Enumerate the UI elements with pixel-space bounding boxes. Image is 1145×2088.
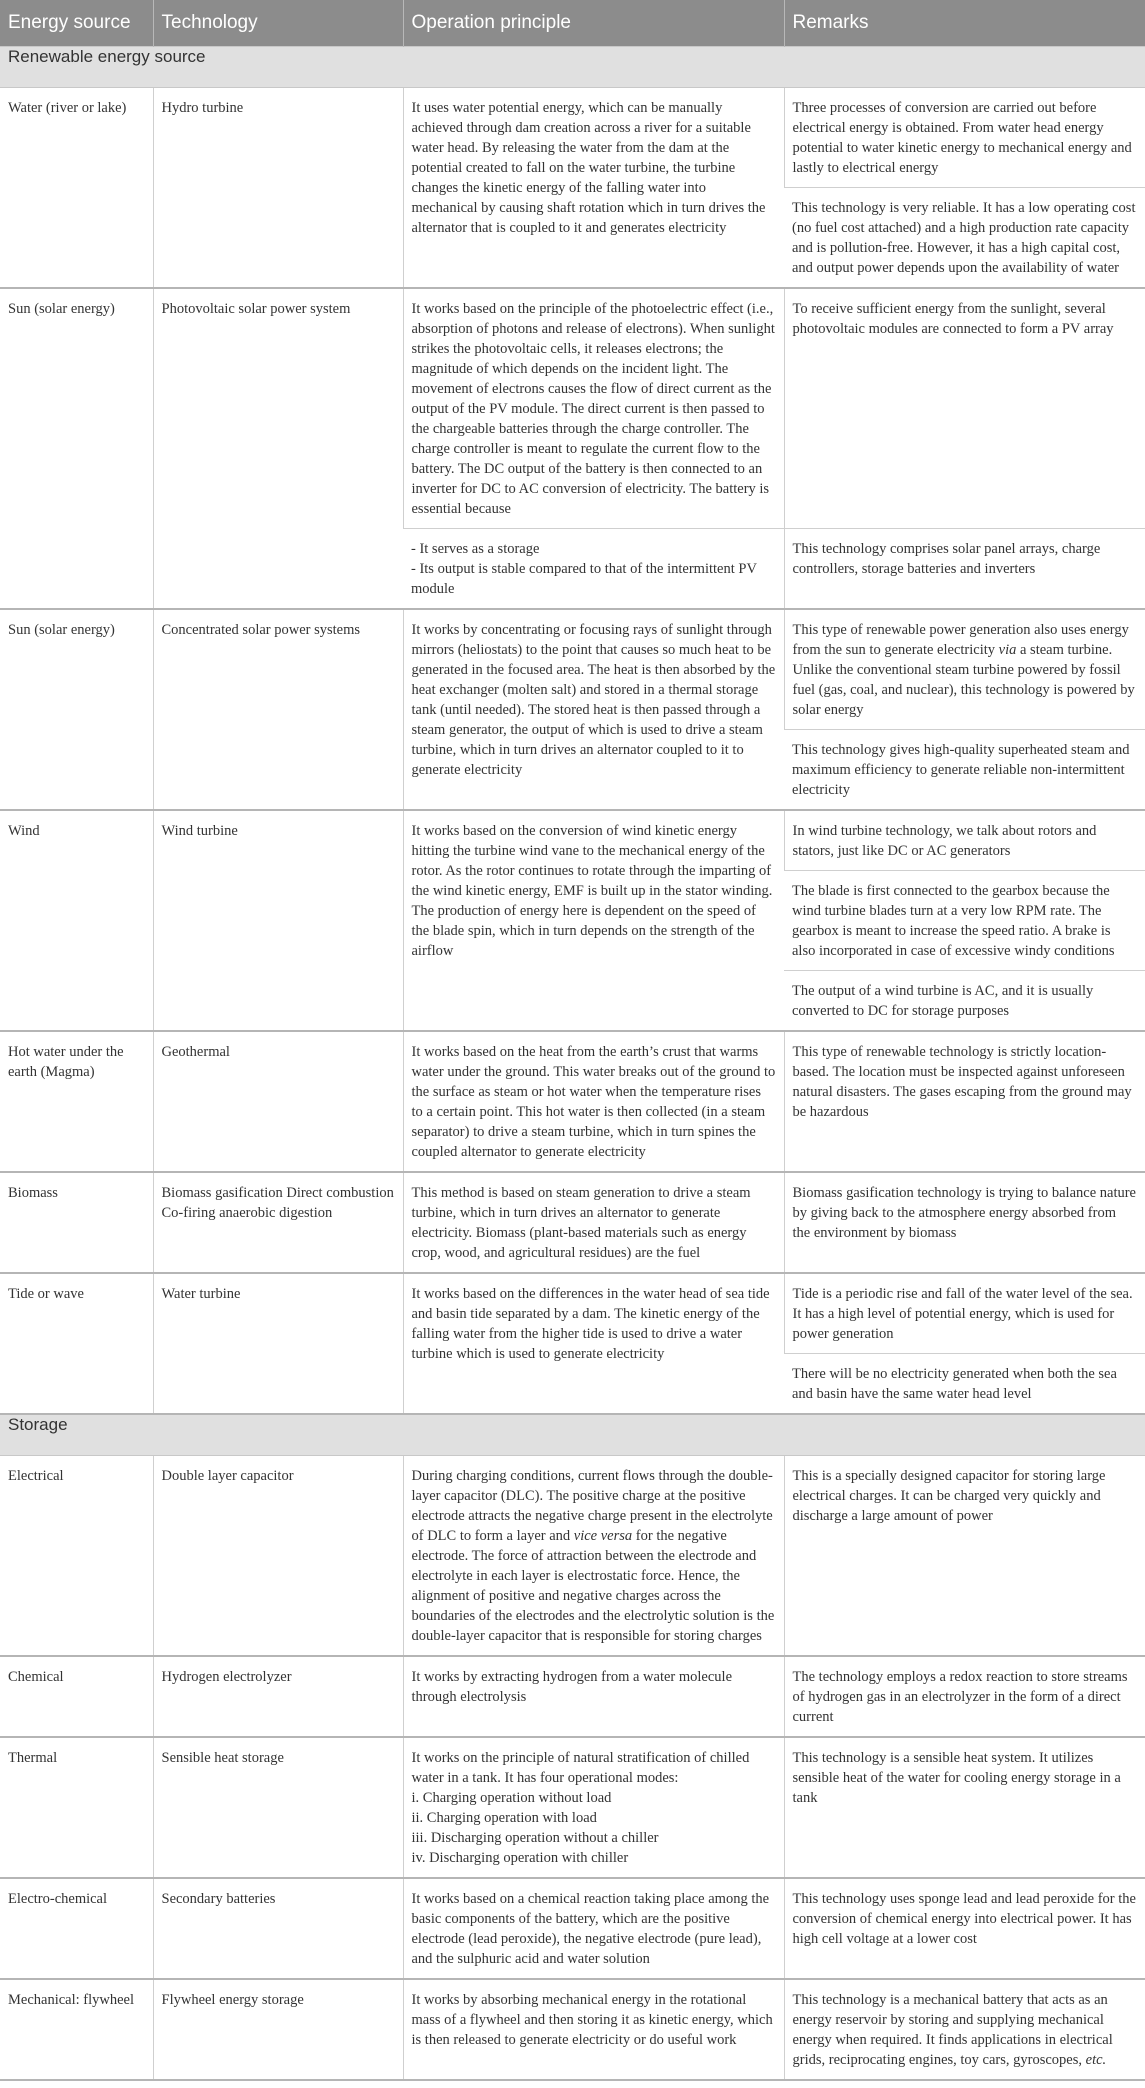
table-row <box>0 1172 1145 1273</box>
cell-energy-source: Sun (solar energy) <box>0 288 153 609</box>
cell-remarks: This technology is a mechanical battery that acts as an energy reservoir by storing and supplying mechanical energy when required. It finds applications in electrical grids, reciprocating engines, toy cars, gyroscopes, etc. <box>784 1979 1145 2080</box>
cell-operation-principle: It works by extracting hydrogen from a water molecule through electrolysis <box>403 1656 784 1737</box>
cell-energy-source: Wind <box>0 810 153 1031</box>
section-title: Renewable energy source <box>0 47 1145 88</box>
cell-technology: Biomass gasification Direct combustion Co-firing anaerobic digestion <box>153 1172 403 1273</box>
cell-remarks: The output of a wind turbine is AC, and it is usually converted to DC for storage purposes <box>784 971 1145 1032</box>
cell-operation-principle: This method is based on steam generation to drive a steam turbine, which in turn drives an alternator to generate electricity. Biomass (plant-based materials such as energy crop, wood, and agricultural residues) are the fuel <box>403 1172 784 1273</box>
cell-operation-principle: It works based on a chemical reaction taking place among the basic components of the battery, which are the positive electrode (lead peroxide), the negative electrode (pure lead), and the sulphuric acid and water solution <box>403 1878 784 1979</box>
header-operation-principle: Operation principle <box>403 0 784 47</box>
cell-technology: Photovoltaic solar power system <box>153 288 403 609</box>
cell-technology: Sensible heat storage <box>153 1737 403 1878</box>
table-row <box>0 1031 1145 1172</box>
cell-operation-principle: It works on the principle of natural stratification of chilled water in a tank. It has four operational modes: i. Charging operation without load ii. Charging operation with load iii. Discharging operation without a chiller iv. Discharging operation with chiller <box>403 1737 784 1878</box>
table-row <box>0 810 1145 871</box>
cell-remarks: The technology employs a redox reaction to store streams of hydrogen gas in an electrolyzer in the form of a direct current <box>784 1656 1145 1737</box>
cell-energy-source: Biomass <box>0 1172 153 1273</box>
cell-operation-principle: It works based on the differences in the water head of sea tide and basin tide separated by a dam. The kinetic energy of the falling water from the higher tide is used to drive a water turbine which is used to generate electricity <box>403 1273 784 1414</box>
table-row <box>0 1878 1145 1979</box>
cell-energy-source: Thermal <box>0 1737 153 1878</box>
cell-technology: Secondary batteries <box>153 1878 403 1979</box>
cell-remarks: This technology comprises solar panel arrays, charge controllers, storage batteries and inverters <box>784 529 1145 610</box>
cell-energy-source: Water (river or lake) <box>0 88 153 289</box>
table-row <box>0 1737 1145 1878</box>
section-row <box>0 47 1145 88</box>
cell-remarks: This is a specially designed capacitor for storing large electrical charges. It can be charged very quickly and discharge a large amount of power <box>784 1456 1145 1657</box>
cell-energy-source: Electrical <box>0 1456 153 1657</box>
cell-energy-source: Tide or wave <box>0 1273 153 1414</box>
cell-energy-source: Chemical <box>0 1656 153 1737</box>
table-row <box>0 288 1145 529</box>
cell-remarks: This type of renewable power generation also uses energy from the sun to generate electricity via a steam turbine. Unlike the conventional steam turbine powered by fossil fuel (gas, coal, and nuclear), this technology is powered by solar energy <box>784 609 1145 730</box>
cell-technology: Concentrated solar power systems <box>153 609 403 810</box>
table-row <box>0 1273 1145 1354</box>
cell-technology: Wind turbine <box>153 810 403 1031</box>
cell-remarks: Biomass gasification technology is trying to balance nature by giving back to the atmosphere energy absorbed from the environment by biomass <box>784 1172 1145 1273</box>
cell-operation-principle: It works based on the principle of the photoelectric effect (i.e., absorption of photons and release of electrons). When sunlight strikes the photovoltaic cells, it releases electrons; the magnitude of which depends on the incident light. The movement of electrons causes the flow of direct current as the output of the PV module. The direct current is then passed to the chargeable batteries through the charge controller. The charge controller is meant to regulate the current flow to the battery. The DC output of the battery is then connected to an inverter for DC to AC conversion of electricity. The battery is essential because <box>403 288 784 529</box>
cell-operation-principle: It works based on the conversion of wind kinetic energy hitting the turbine wind vane to the mechanical energy of the rotor. As the rotor continues to rotate through the imparting of the wind kinetic energy, EMF is built up in the stator winding. The production of energy here is dependent on the speed of the blade spin, which in turn depends on the strength of the airflow <box>403 810 784 1031</box>
cell-operation-principle: It works by concentrating or focusing rays of sunlight through mirrors (heliostats) to the point that causes so much heat to be generated in the focused area. The heat is then absorbed by the heat exchanger (molten salt) and stored in a thermal storage tank (until needed). The stored heat is then passed through a steam generator, the output of which is used to drive a steam turbine, which in turn drives an alternator coupled to it to generate electricity <box>403 609 784 810</box>
header-remarks: Remarks <box>784 0 1145 47</box>
cell-energy-source: Electro-chemical <box>0 1878 153 1979</box>
cell-technology: Hydro turbine <box>153 88 403 289</box>
cell-technology: Hydrogen electrolyzer <box>153 1656 403 1737</box>
cell-technology: Double layer capacitor <box>153 1456 403 1657</box>
cell-operation-principle: It works based on the heat from the earth’s crust that warms water under the ground. This water breaks out of the ground to the surface as steam or hot water when the temperature rises to a certain point. This hot water is then collected (in a steam separator) to drive a steam turbine, which in turn spines the coupled alternator to generate electricity <box>403 1031 784 1172</box>
cell-technology: Water turbine <box>153 1273 403 1414</box>
cell-remarks: Three processes of conversion are carried out before electrical energy is obtained. From water head energy potential to water kinetic energy to mechanical energy and lastly to electrical energy <box>784 88 1145 188</box>
cell-energy-source: Mechanical: flywheel <box>0 1979 153 2080</box>
table-row <box>0 88 1145 188</box>
cell-operation-principle: - It serves as a storage - Its output is stable compared to that of the intermittent PV module <box>403 529 784 610</box>
header-energy-source: Energy source <box>0 0 153 47</box>
cell-technology: Geothermal <box>153 1031 403 1172</box>
cell-energy-source: Sun (solar energy) <box>0 609 153 810</box>
cell-remarks: This technology uses sponge lead and lead peroxide for the conversion of chemical energy into electrical power. It has high cell voltage at a lower cost <box>784 1878 1145 1979</box>
cell-remarks: This type of renewable technology is strictly location-based. The location must be inspected against unforeseen natural disasters. The gases escaping from the ground may be hazardous <box>784 1031 1145 1172</box>
cell-technology: Flywheel energy storage <box>153 1979 403 2080</box>
table-row <box>0 609 1145 730</box>
table-body <box>0 47 1145 2081</box>
cell-remarks: This technology gives high-quality superheated steam and maximum efficiency to generate reliable non-intermittent electricity <box>784 730 1145 811</box>
section-row <box>0 1414 1145 1456</box>
cell-operation-principle: It uses water potential energy, which can be manually achieved through dam creation across a river for a suitable water head. By releasing the water from the dam at the potential created to fall on the water turbine, the turbine changes the kinetic energy of the falling water into mechanical by causing shaft rotation which in turn drives the alternator that is coupled to it and generates electricity <box>403 88 784 289</box>
cell-remarks: In wind turbine technology, we talk about rotors and stators, just like DC or AC generators <box>784 810 1145 871</box>
table-row <box>0 1656 1145 1737</box>
header-technology: Technology <box>153 0 403 47</box>
cell-operation-principle: It works by absorbing mechanical energy in the rotational mass of a flywheel and then storing it as kinetic energy, which is then released to generate electricity or do useful work <box>403 1979 784 2080</box>
cell-remarks: This technology is a sensible heat system. It utilizes sensible heat of the water for cooling energy storage in a tank <box>784 1737 1145 1878</box>
cell-operation-principle: During charging conditions, current flows through the double-layer capacitor (DLC). The positive charge at the positive electrode attracts the negative charge present in the electrolyte of DLC to form a layer and vice versa for the negative electrode. The force of attraction between the electrode and electrolyte in each layer is electrostatic force. Hence, the alignment of positive and negative charges across the boundaries of the electrodes and the electrolytic solution is the double-layer capacitor that is responsible for storing charges <box>403 1456 784 1657</box>
table-row <box>0 1979 1145 2080</box>
section-title: Storage <box>0 1414 1145 1456</box>
cell-energy-source: Hot water under the earth (Magma) <box>0 1031 153 1172</box>
cell-remarks: Tide is a periodic rise and fall of the water level of the sea. It has a high level of potential energy, which is used for power generation <box>784 1273 1145 1354</box>
table-header <box>0 0 1145 47</box>
cell-remarks: This technology is very reliable. It has a low operating cost (no fuel cost attached) and a high production rate capacity and is pollution-free. However, it has a high capital cost, and output power depends upon the availability of water <box>784 188 1145 289</box>
cell-remarks: To receive sufficient energy from the sunlight, several photovoltaic modules are connected to form a PV array <box>784 288 1145 529</box>
cell-remarks: The blade is first connected to the gearbox because the wind turbine blades turn at a very low RPM rate. The gearbox is meant to increase the speed ratio. A brake is also incorporated in case of excessive windy conditions <box>784 871 1145 971</box>
table-row <box>0 1456 1145 1657</box>
cell-remarks: There will be no electricity generated when both the sea and basin have the same water head level <box>784 1354 1145 1415</box>
